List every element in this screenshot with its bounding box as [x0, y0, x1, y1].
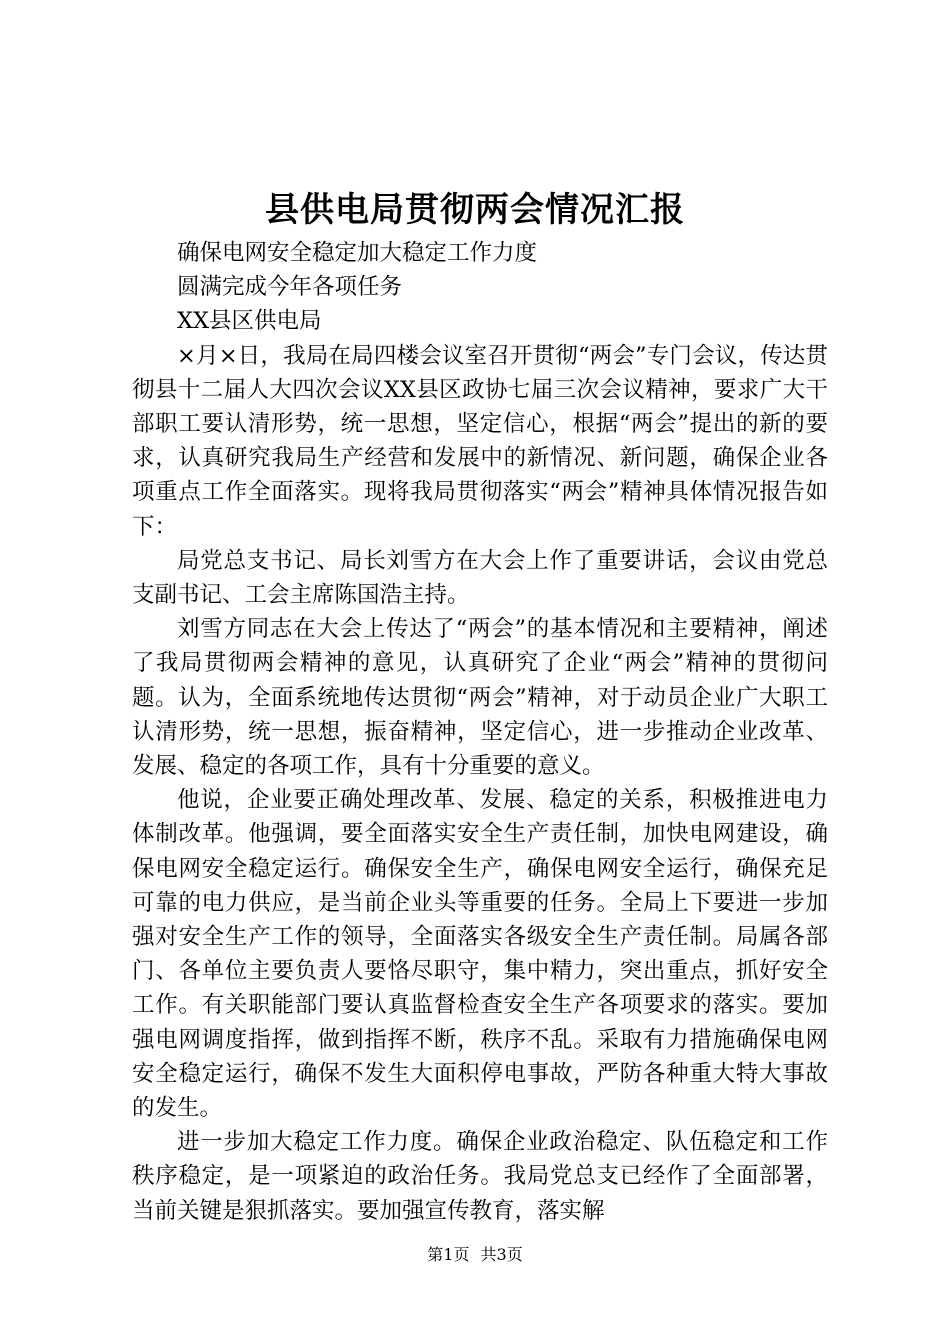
- body-paragraph: 他说，企业要正确处理改革、发展、稳定的关系，积极推进电力体制改革。他强调，要全面落实安全生产责任制，加快电网建设，确保电网安全稳定运行。确保安全生产，确保电网安全运行，确保充足可靠的电力供应，是当前企业头等重要的任务。全局上下要进一步加强对安全生产工作的领导，全面落实各级安全生产责任制。局属各部门、各单位主要负责人要恪尽职守，集中精力，突出重点，抓好安全工作。有关职能部门要认真监督检查安全生产各项要求的落实。要加强电网调度指挥，做到指挥不断，秩序不乱。采取有力措施确保电网安全稳定运行，确保不发生大面积停电事故，严防各种重大特大事故的发生。: [132, 787, 828, 1122]
- subtitle-line-2: 圆满完成今年各项任务: [177, 274, 403, 301]
- page-number: 第1页: [427, 1245, 470, 1264]
- body-paragraph: 进一步加大稳定工作力度。确保企业政治稳定、队伍稳定和工作秩序稳定，是一项紧迫的政治任务。我局党总支已经作了全面部署，当前关键是狠抓落实。要加强宣传教育，落实解: [132, 1129, 828, 1224]
- body-paragraph: 刘雪方同志在大会上传达了“两会”的基本情况和主要精神，阐述了我局贯彻两会精神的意见，认真研究了企业“两会”精神的贯彻问题。认为，全面系统地传达贯彻“两会”精神，对于动员企业广大职工认清形势，统一思想，振奋精神，坚定信心，进一步推动企业改革、发展、稳定的各项工作，具有十分重要的意义。: [132, 616, 828, 780]
- body-paragraph: 局党总支书记、局长刘雪方在大会上作了重要讲话，会议由党总支副书记、工会主席陈国浩主持。: [132, 547, 828, 609]
- document-title: 县供电局贯彻两会情况汇报: [265, 190, 685, 230]
- page-total: 共3页: [480, 1245, 523, 1264]
- author-line: XX县区供电局: [177, 308, 322, 335]
- document-body: [132, 236, 828, 1228]
- page-footer: [0, 1244, 950, 1266]
- body-paragraph: ×月×日，我局在局四楼会议室召开贯彻“两会”专门会议，传达贯彻县十二届人大四次会议XX县区政协七届三次会议精神，要求广大干部职工要认清形势，统一思想，坚定信心，根据“两会”提出的新的要求，认真研究我局生产经营和发展中的新情况、新问题，确保企业各项重点工作全面落实。现将我局贯彻落实“两会”精神具体情况报告如下：: [132, 342, 828, 540]
- subtitle-line-1: 确保电网安全稳定加大稳定工作力度: [177, 240, 538, 266]
